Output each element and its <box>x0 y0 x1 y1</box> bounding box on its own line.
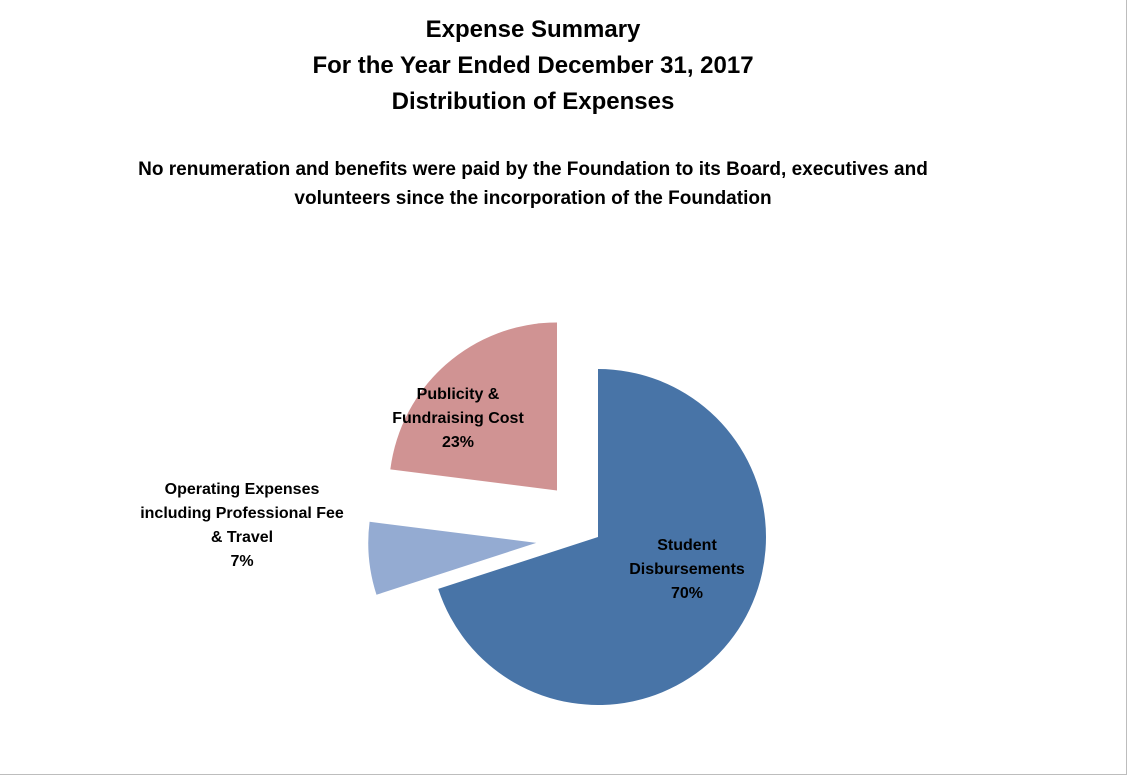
pie-slice-2-label-line-1: Fundraising Cost <box>392 410 524 427</box>
pie-slice-0-label-line-0: Student <box>657 537 717 554</box>
pie-slice-1-label-line-0: Operating Expenses <box>164 481 320 498</box>
title-line-3: Distribution of Expenses <box>391 88 675 115</box>
pie-slice-1-percent-label: 7% <box>230 553 254 570</box>
title-line-1: Expense Summary <box>425 16 641 43</box>
pie-slice-1-label-line-1: including Professional Fee <box>140 505 344 522</box>
pie-slices <box>368 322 766 705</box>
pie-slice-2-percent-label: 23% <box>441 434 475 451</box>
subtitle-line-2: volunteers since the incorporation of the Foundation <box>294 188 772 209</box>
pie-slice-2 <box>390 322 557 490</box>
pie-slice-0-label-line-1: Disbursements <box>629 561 745 578</box>
pie-slice-1-label-line-2: & Travel <box>210 529 274 546</box>
pie-slice-0-percent-label: 70% <box>670 585 704 602</box>
title-line-2: For the Year Ended December 31, 2017 <box>312 52 754 79</box>
pie-slice-2-label-line-0: Publicity & <box>416 386 500 403</box>
subtitle-line-1: No renumeration and benefits were paid by the Foundation to its Board, executives and <box>138 159 928 180</box>
